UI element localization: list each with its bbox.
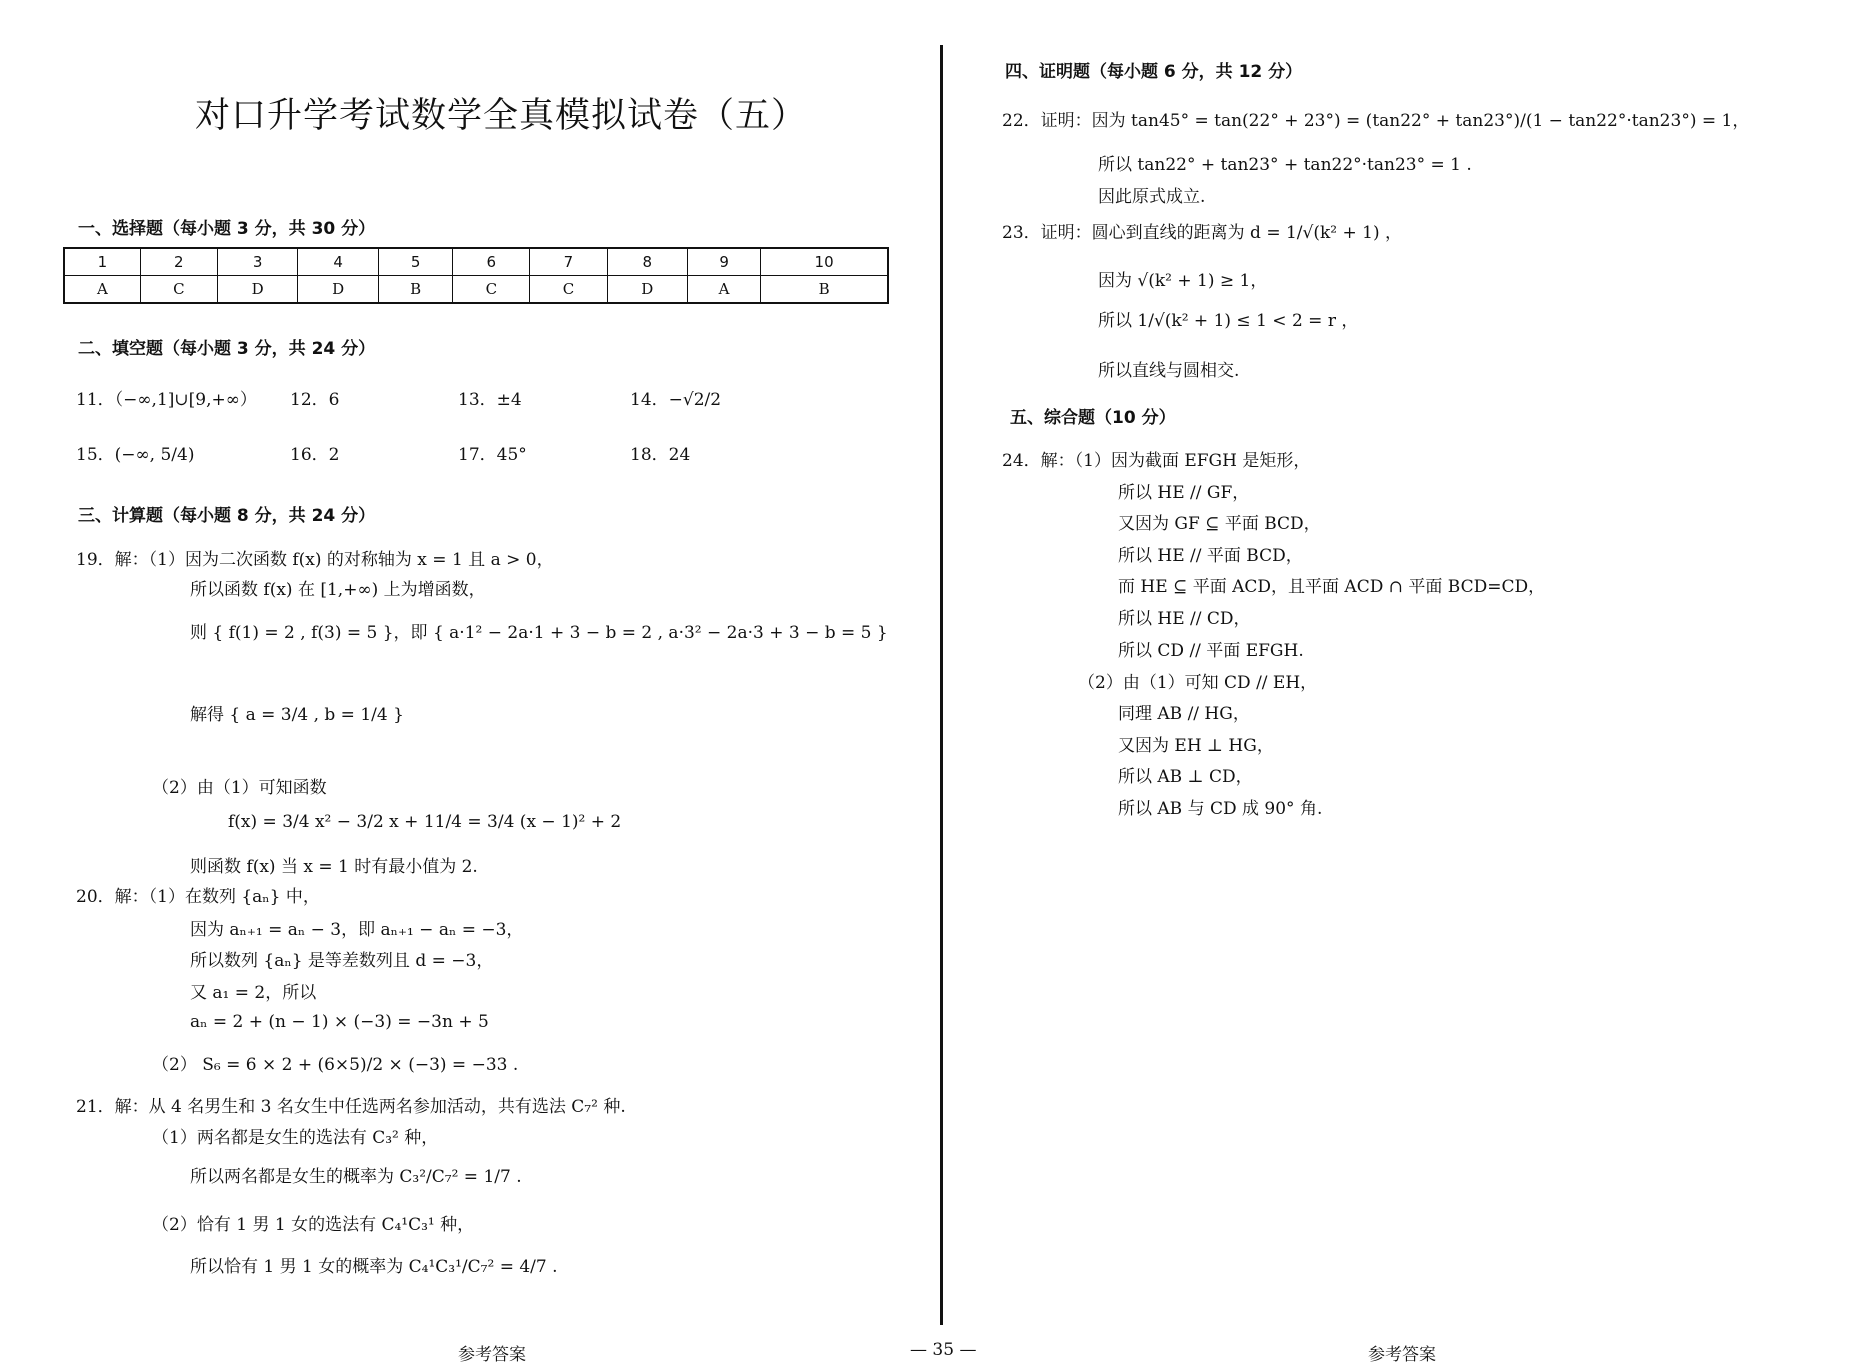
q23-line-4: 所以直线与圆相交. <box>1098 361 1240 381</box>
q23-line-2: 因为 √(k² + 1) ≥ 1， <box>1098 271 1268 291</box>
table-cell: 8 <box>607 248 688 276</box>
choice-answer-table <box>63 247 889 304</box>
q19-line-6: f(x) = 3/4 x² − 3/2 x + 11/4 = 3/4 (x − 1)² + 2 <box>228 812 622 832</box>
q24-line-7: 所以 CD // 平面 EFGH. <box>1118 641 1304 661</box>
table-cell: 7 <box>530 248 607 276</box>
table-cell: B <box>378 276 452 304</box>
q24-line-10: 又因为 EH ⊥ HG， <box>1118 736 1274 756</box>
table-cell: 9 <box>688 248 761 276</box>
q23-line-1: 23．证明：圆心到直线的距离为 d = 1/√(k² + 1) ， <box>1002 223 1402 243</box>
table-cell: A <box>688 276 761 304</box>
section-fill-heading: 二、填空题（每小题 3 分，共 24 分） <box>78 339 376 359</box>
section-proof-heading: 四、证明题（每小题 6 分，共 12 分） <box>1005 62 1303 82</box>
q21-line-2: （1）两名都是女生的选法有 C₃² 种， <box>152 1128 439 1148</box>
q24-line-9: 同理 AB // HG， <box>1118 704 1250 724</box>
fill-answer-13: 13．±4 <box>458 390 522 410</box>
q24-line-6: 所以 HE // CD， <box>1118 609 1251 629</box>
q19-line-1: 19．解：（1）因为二次函数 f(x) 的对称轴为 x = 1 且 a > 0， <box>76 550 554 570</box>
fill-answer-15: 15．(−∞, 5/4) <box>76 445 195 465</box>
section-calc-heading: 三、计算题（每小题 8 分，共 24 分） <box>78 506 376 526</box>
q20-line-3: 所以数列 {aₙ} 是等差数列且 d = −3， <box>190 951 494 971</box>
q20-line-6: （2） S₆ = 6 × 2 + (6×5)/2 × (−3) = −33 . <box>152 1055 519 1075</box>
q20-line-2: 因为 aₙ₊₁ = aₙ − 3，即 aₙ₊₁ − aₙ = −3， <box>190 920 524 940</box>
q21-line-4: （2）恰有 1 男 1 女的选法有 C₄¹C₃¹ 种， <box>152 1215 475 1235</box>
table-cell: 1 <box>64 248 140 276</box>
footer-left-label: 参考答案 <box>458 1345 526 1365</box>
table-cell: 6 <box>453 248 530 276</box>
q20-line-1: 20．解：（1）在数列 {aₙ} 中， <box>76 887 320 907</box>
page-title: 对口升学考试数学全真模拟试卷（五） <box>195 96 808 136</box>
q24-line-5: 而 HE ⊆ 平面 ACD，且平面 ACD ∩ 平面 BCD=CD， <box>1118 577 1546 597</box>
fill-answer-11: 11．（−∞,1]∪[9,+∞） <box>76 390 257 410</box>
table-row-numbers <box>64 248 888 276</box>
table-cell: C <box>453 276 530 304</box>
fill-answer-16: 16．2 <box>290 445 340 465</box>
fill-answer-17: 17．45° <box>458 445 527 465</box>
table-cell: 2 <box>140 248 217 276</box>
section-choice-heading: 一、选择题（每小题 3 分，共 30 分） <box>78 219 376 239</box>
q19-line-3: 则 { f(1) = 2 , f(3) = 5 }，即 { a·1² − 2a·1 + 3 − b = 2 , a·3² − 2a·3 + 3 − b = 5 } <box>190 623 888 643</box>
table-row-answers <box>64 276 888 304</box>
table-cell: 5 <box>378 248 452 276</box>
table-cell: A <box>64 276 140 304</box>
fill-answer-12: 12．6 <box>290 390 340 410</box>
table-cell: 10 <box>761 248 888 276</box>
fill-answer-18: 18．24 <box>630 445 691 465</box>
q24-line-12: 所以 AB 与 CD 成 90° 角. <box>1118 799 1323 819</box>
q24-line-2: 所以 HE // GF， <box>1118 483 1250 503</box>
page-number: — 35 — <box>910 1340 977 1360</box>
q22-line-1: 22．证明：因为 tan45° = tan(22° + 23°) = (tan22° + tan23°)/(1 − tan22°·tan23°) = 1， <box>1002 111 1750 131</box>
section-comprehensive-heading: 五、综合题（10 分） <box>1010 408 1176 428</box>
q22-line-3: 因此原式成立. <box>1098 187 1206 207</box>
q19-line-2: 所以函数 f(x) 在 [1,+∞) 上为增函数， <box>190 580 486 600</box>
q19-line-4: 解得 { a = 3/4 , b = 1/4 } <box>190 705 404 725</box>
footer-right-label: 参考答案 <box>1368 1345 1436 1365</box>
q19-line-5: （2）由（1）可知函数 <box>152 778 327 798</box>
q24-line-11: 所以 AB ⊥ CD， <box>1118 767 1253 787</box>
q24-line-4: 所以 HE // 平面 BCD， <box>1118 546 1303 566</box>
table-cell: 3 <box>217 248 298 276</box>
q20-line-4: 又 a₁ = 2，所以 <box>190 983 317 1003</box>
table-cell: B <box>761 276 888 304</box>
table-cell: 4 <box>298 248 379 276</box>
q21-line-1: 21．解：从 4 名男生和 3 名女生中任选两名参加活动，共有选法 C₇² 种. <box>76 1097 626 1117</box>
q23-line-3: 所以 1/√(k² + 1) ≤ 1 < 2 = r ， <box>1098 311 1359 331</box>
table-cell: C <box>530 276 607 304</box>
column-divider <box>940 45 943 1325</box>
q19-line-7: 则函数 f(x) 当 x = 1 时有最小值为 2. <box>190 857 478 877</box>
q24-line-1: 24．解：（1）因为截面 EFGH 是矩形， <box>1002 451 1311 471</box>
table-cell: D <box>607 276 688 304</box>
q21-line-5: 所以恰有 1 男 1 女的概率为 C₄¹C₃¹/C₇² = 4/7 . <box>190 1257 558 1277</box>
q24-line-3: 又因为 GF ⊆ 平面 BCD， <box>1118 514 1321 534</box>
q24-line-8: （2）由（1）可知 CD // EH， <box>1078 673 1318 693</box>
q22-line-2: 所以 tan22° + tan23° + tan22°·tan23° = 1 . <box>1098 155 1472 175</box>
table-cell: D <box>298 276 379 304</box>
table-cell: D <box>217 276 298 304</box>
q21-line-3: 所以两名都是女生的概率为 C₃²/C₇² = 1/7 . <box>190 1167 522 1187</box>
q20-line-5: aₙ = 2 + (n − 1) × (−3) = −3n + 5 <box>190 1012 489 1032</box>
table-cell: C <box>140 276 217 304</box>
fill-answer-14: 14．−√2/2 <box>630 390 722 410</box>
